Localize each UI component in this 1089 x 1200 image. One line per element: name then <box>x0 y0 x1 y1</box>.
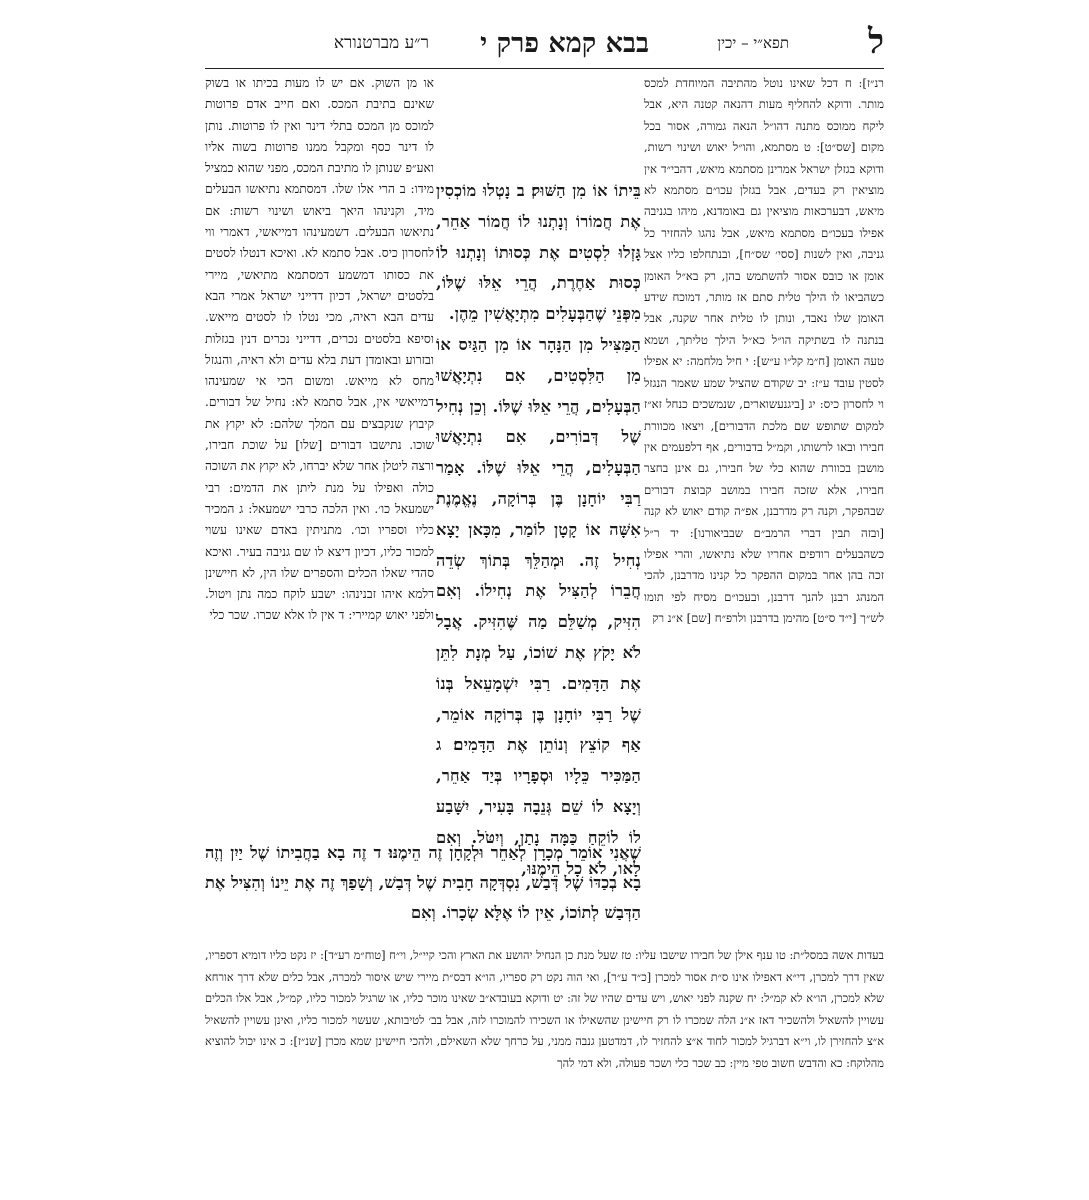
commentary-title: ר״ע מברטנורא <box>333 33 429 53</box>
commentary-bottom-text: בעדות אשה במסל״ת: טו ענף אילן של חבירו שישבו עליו: טז שעל מנת כן הנחיל יהושע את הארץ והכי קיי״ל, וי״ח [טוח״מ רע״ד]: יז נקט כליו דומיא דספריו, שאין דרך למכרן, די״א דאפילו אינו ס״ת אסור למכרן [כ״ד ע״ר], ואי הוה נקט רק ספריו, הו״א דבס״ת מיירי שיש איסור למכרה, אבל כלים שלא דרך אורחא שלא למכרן, הו״א לא קמ״ל: יח שקנה לפני יאוש, ויש עדים שהיו של זה: יט ודוקא בעובדא״ב שאינו מוכר כליו, או שרגיל למכור כליו, קמ״ל, אבל אלו הכלים עשויין להשאיל ולהשכיר דאז א״נ הלה שמכרו לו רק חיישינן שהשאילו או השכירו להמוכרו לזה, אבל בב׳ לטיבותא, שעשוי למכור כליו, ואינן עשויין להשאיל א״צ להחזירן לו, וי״א דברגיל למכור לחוד א״צ להחזיר לו, דמדטען גנבה ממני, על כרחך שלא השאילם, ולהכי חיישינן שמא מכרן [שנ״ז]: כ אינו יכול להוציא מהלוקח: כא והדבש חשוב טפי מיין: כב שכר כלי ושכר פעולה, ולא דמי להך <box>205 949 885 1070</box>
page-number: ל <box>868 22 884 62</box>
commentary-left-text: או מן השוק. אם יש לו מעות בכיתו או בשוק שאינם בתיבת המכס. ואם חייב אדם פרוטות למוכס מן המכס בתלי דינר ואין לו פרוטות. נותן לו דינר כסף ומקבל ממנו פרוטות בשוה אליו ואע״פ שנותן לו מתיבת המכס, מפני שהוא כמציל מידו: ב הרי אלו שלו. דמסתמא נתיאשו הבעלים מיד, וקנינהו היאך ביאוש ושינוי רשות: אם נתיאשו הבעלים. דשמעינהו דמייאשי, דאמרי ווי לחסרון כיס. אבל סתמא לא. ואיכא דנטלו לסטים את כסותו דמשמע דמסתמא מתיאשי, מיירי בלסטים ישראל, דכיון דדייני ישראל אמרי הבא עדים הבא ראיה, מכי נטלו לו לסטים מייאש. וסיפא בלסטים נכרים, דדייני נכרים דנין בגזלות ובזרוע ובאומדן דעת בלא עדים ולא ראיה, והנגזל מחס לא מייאש. ומשום הכי אי שמעינהו דמייאשי אין, אבל סתמא לא: נחיל של דבורים. קיבוץ שנקבצים עם המלך שלהם: לא יקוץ את שוכו. נתישבו דבורים [שלו] על שוכת חבירו, ורצה ליטלן אחר שלא יברחו, לא יקוץ את השוכה כולה ואפילו על מנת ליתן את הדמים: רבי ישמעאל כו׳. ואין הלכה כרבי ישמעאל: ג המכיר כליו וספריו וכו׳. מתניתין באדם שאינו עשוי למכור כליו, דכיון דיצא לו שם גניבה בעיר. ואיכא סהדי שאלו הכלים והספרים שלו הין, לא חיישינן דלמא איהו זבנינהו: ישבע לוקח כמה נתן ויטול. ולפני יאוש קמיירי: ד אין לו אלא שכרו. שכר כלי <box>205 76 434 623</box>
commentary-right-text: רנ״ז]: ח דכל שאינו נוטל מהתיבה המיוחדת למכס מותר. ודוקא להחליף מעות דהנאה קטנה היא, אבל ליקח ממוכס מתנה דהו״ל הנאה גמורה, אסור בכל מקום [שס״ט]: ט מסתמא, והו״ל יאוש ושינוי רשות, ודוקא בגזלן ישראל אמרינן מסתמא מיאש, דהבי״ד אין מוציאין רק בעדים, אבל בגזלן עכו״ם מסתמא לא מיאש, דבערכאות מוציאין גם באומדנא, מיהו בגניבה אפילו בעכו״ם מסתמא מיאש, אבל נהגו להחזיר כל גניבה, ואין לשנות [ססי׳ שס״ח], ובנתחלפו כליו אצל אומן או כובס אסור להשתמש בהן, רק בא״ל האומן כשהביאו לו הילך טלית סתם אז מותר, דמוכח שידע האומן שלו נאבד, ונותן לו טלית אחר שקנה, אבל בנתנה לו בשתיקה הו״ל כא״ל הילך טליתך, ושמא טעה האומן [ח״מ קל״ו ע״ש]: י חיל מלחמה: יא אפילו לסטין עובד ע״ז: יב שקודם שהציל שמע שאמר הנגזל וי לחסרון כיס: יג [ביגנעשוארים, שנמשכים כנחל זא״ז למקום שתופש שם מלכת הדבורים], ויצאו מכוורת חבירו ובאו לרשותו, וקמ״ל בדבורים, אף דלפעמים אין מושבן בכוורת שהוא כלי של חבירו, גם אינן בחצר חבירו, אלא שזכה חבירו במושב קבוצת דבורים שבהפקר, וקנה רק מדרבנן, אפ״ה קודם יאוש לא קנה [ובזה תבין דברי הרמב״ם שבביאורנו]: יד ר״ל כשהבעלים רודפים אחריו שלא נתיאשו, והרי אפילו זכה בהן אחר במקום ההפקר כל קנינו מדרבנן, להכי המנהג רבנן להנך דרבנן, ובעכו״ם מסיח לפי תומו לש״ך [י״ד ס״ט] מהימן בדרבנן ולרפ״ח [שם] א״נ רק <box>644 76 884 626</box>
mishna-main-text <box>436 176 641 878</box>
mishna-opening: בֵּיתוֹ אוֹ מִן הַשּׁוּק׃ ב נָטְלוּ מוֹכְסִין אֶת חֲמוֹרוֹ וְנָתְנוּ לוֹ חֲמוֹר אַחֵר, גָּזְלוּ לִסְטִים אֶת כְּסוּתוֹ וְנָתְנוּ לוֹ כְּסוּת אַחֶרֶת, הֲרֵי אֵלּוּ שֶׁלּוֹ, מִפְּנֵי שֶׁהַבְּעָלִים מִתְיָאֲשִׁין מֵהֶן. <box>436 181 641 324</box>
verse-range-label: תפא״י – יכין <box>717 34 789 52</box>
chapter-title: בבא קמא פרק י <box>480 28 649 59</box>
commentary-bottom-block <box>205 945 884 1165</box>
mishna-continuation <box>205 838 641 938</box>
mishna-top-gap <box>436 73 641 173</box>
header-rule <box>205 68 884 69</box>
commentary-column-left <box>205 73 434 868</box>
mishna-wide-text: שֶׁאֲנִי אוֹמֵר מְכָרָן לְאַחֵר וּלְקָחָן זֶה הֵימֶנּוּ׃ ד זֶה בָא בַחֲבִיתוֹ שֶׁל יַיִן וְזֶה בָא בְכַדּוֹ שֶׁל דְּבַשׁ, נִסְדְּקָה חָבִית שֶׁל דְּבַשׁ, וְשָׁפַךְ זֶה אֶת יֵינוֹ וְהִצִּיל אֶת הַדְּבַשׁ לְתוֹכוֹ, אֵין לוֹ אֶלָּא שְׂכָרוֹ. וְאִם <box>205 843 641 922</box>
commentary-column-right <box>644 73 884 943</box>
mishna-body: הַמַּצִּיל מִן הַנָּהָר אוֹ מִן הַגַּיִס אוֹ מִן הַלִּסְטִים, אִם נִתְיָאֲשׁוּ הַבְּעָלִים, הֲרֵי אֵלּוּ שֶׁלּוֹ. וְכֵן נְחִיל שֶׁל דְּבוֹרִים, אִם נִתְיָאֲשׁוּ הַבְּעָלִים, הֲרֵי אֵלּוּ שֶׁלּוֹ. אָמַר רַבִּי יוֹחָנָן בֶּן בְּרוֹקָה, נֶאֱמֶנֶת אִשָּׁה אוֹ קָטָן לוֹמַר, מִכָּאן יָצָא נְחִיל זֶה. וּמְהַלֵּךְ בְּתוֹךְ שְׂדֵה חֲבֵרוֹ לְהַצִּיל אֶת נְחִילוֹ. וְאִם הִזִּיק, מְשַׁלֵּם מַה שֶּׁהִזִּיק. אֲבָל לֹא יָקֹץ אֶת שׁוֹכוֹ, עַל מְנָת לִתֵּן אֶת הַדָּמִים. רַבִּי יִשְׁמָעֵאל בְּנוֹ שֶׁל רַבִּי יוֹחָנָן בֶּן בְּרוֹקָה אוֹמֵר, אַף קוֹצֵץ וְנוֹתֵן אֶת הַדָּמִים׃ ג הַמַּכִּיר כֵּלָיו וּסְפָרָיו בְּיַד אַחֵר, וְיָצָא לוֹ שֵׁם גְּנֵבָה בָּעִיר, יִשָּׁבַע לוֹ לוֹקֵחַ כַּמָּה נָתַן, וְיִטֹּל. וְאִם לָאו, לֹא כָל הֵימֶנּוּ, <box>436 334 641 878</box>
